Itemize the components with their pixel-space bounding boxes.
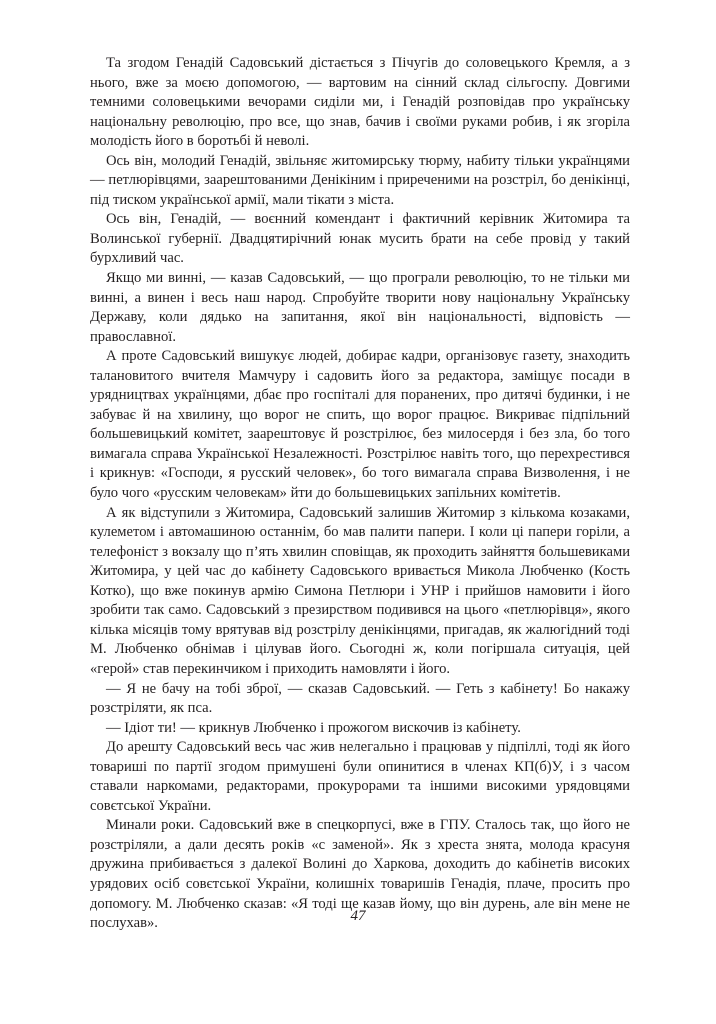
page-number: 47 bbox=[350, 908, 366, 924]
paragraph: Та згодом Генадій Садовський дістається з Пічугів до соловецького Кремля, а з нього, вже за моєю допомогою, — вартовим на сінний склад сільгоспу. Довгими темними соловецькими вечорами сиділи ми, і Генадій розповідав про українську національну революцію, про все, що знав, бачив і своїми руками робив, і як згоріла молодість його в боротьбі й неволі. bbox=[90, 55, 630, 150]
paragraph: Якщо ми винні, — казав Садовський, — що програли революцію, то не тільки ми винні, а винен і весь наш народ. Спробуйте творити нову національну Українську Державу, коли дядько на запитання, якої він національності, відповість — православної. bbox=[90, 270, 630, 345]
paragraph: До арешту Садовський весь час жив нелегально і працював у підпіллі, тоді як його товариші по партії згодом примушені були опинитися в членах КП(б)У, і з часом ставали наркомами, редакторами, прокурорами та іншими високими урядовцями совєтської України. bbox=[90, 739, 630, 814]
dialogue-line: — Я не бачу на тобі зброї, — сказав Садовський. — Геть з кабінету! Бо накажу розстріляти, як пса. bbox=[90, 680, 630, 717]
paragraph: Минали роки. Садовський вже в спецкорпусі, вже в ГПУ. Сталось так, що його не розстріляли, а дали десять років «с заменой». Як з хреста знята, молода красуня дружина прибивається з далекої Волині до Харкова, доходить до кабінетів високих урядових осіб совєтської України, колишніх товаришів Генадія, плаче, просить про допомогу. М. Любченко сказав: «Я тоді ще казав йому, що він дурень, але він мене не послухав». bbox=[90, 817, 630, 932]
page-body bbox=[90, 54, 630, 934]
paragraph: Ось він, Генадій, — воєнний комендант і фактичний керівник Житомира та Волинської губернії. Двадцятирічний юнак мусить брати на себе провід у такий бурхливий час. bbox=[90, 211, 630, 267]
paragraph: А проте Садовський вишукує людей, добирає кадри, організовує газету, знаходить талановитого вчителя Мамчуру і садовить його за редактора, заміщує посади в урядництвах українцями, дбає про госпіталі для поранених, про дитячі будинки, і не забуває й на хвилину, що ворог не спить, що ворог працює. Викриває підпільний большевицький комітет, заарештовує й розстрілює, без милосердя і без зла, бо того вимагала справа Української Незалежності. Розстрілює навіть того, що перехрестився і крикнув: «Господи, я русский человек», бо того вимагала справа Визволення, і не було чого «русским человекам» йти до большевицьких запільних комітетів. bbox=[90, 348, 630, 502]
dialogue-line: — Ідіот ти! — крикнув Любченко і прожогом вискочив із кабінету. bbox=[106, 719, 521, 736]
paragraph: Ось він, молодий Генадій, звільняє житомирську тюрму, набиту тільки українцями — петлюрівцями, заарештованими Денікіним і приреченими на розстріл, бо денікінці, під тиском української армії, мали тікати з міста. bbox=[90, 152, 630, 208]
paragraph: А як відступили з Житомира, Садовський залишив Житомир з кількома козаками, кулеметом і автомашиною останнім, бо мав палити папери. І коли ці папери горіли, а телефоніст з вокзалу що п’ять хвилин сповіщав, як проходить зайняття большевиками Житомира, у цей час до кабінету Садовського вривається Микола Любченко (Кость Котко), що вже покинув армію Симона Петлюри і УНР і прийшов намовити і його зробити так само. Садовський з презирством подивився на цього «петлюрівця», якого кілька місяців тому врятував від розстрілу денікінцями, пригадав, як жалюгідний тоді М. Любченко обнімав і цілував його. Сьогодні ж, коли погіршала ситуація, цей «герой» став перекинчиком і приходить намовляти і його. bbox=[90, 504, 630, 677]
